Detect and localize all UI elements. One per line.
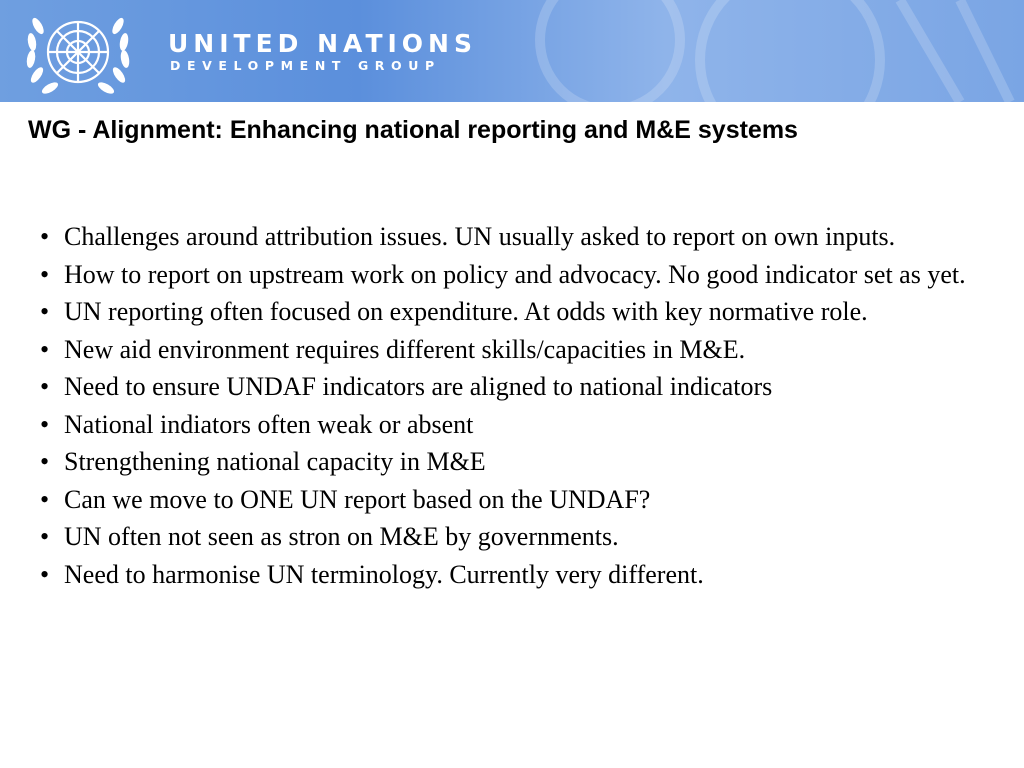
bullet-item	[40, 518, 1000, 556]
un-emblem-icon	[18, 6, 138, 98]
bullet-text: UN often not seen as stron on M&E by governments.	[64, 522, 619, 551]
bullet-text: National indiators often weak or absent	[64, 409, 474, 439]
bullet-item	[40, 556, 1000, 594]
bullet-icon: •	[40, 222, 50, 251]
bullet-icon: •	[40, 484, 50, 514]
bullet-icon: •	[40, 372, 50, 401]
brand-subtitle: DEVELOPMENT GROUP	[170, 58, 441, 73]
bullet-icon: •	[40, 259, 50, 289]
bullet-item	[40, 293, 1000, 331]
bullet-item	[40, 256, 1000, 294]
bullet-item	[40, 331, 1000, 369]
bullet-icon: •	[40, 559, 50, 589]
header-banner	[0, 0, 1024, 102]
bullet-item	[40, 481, 1000, 519]
bullet-item	[40, 406, 1000, 444]
bullet-item	[40, 368, 1000, 406]
bullet-text: How to report on upstream work on policy and advocacy. No good indicator set as yet.	[64, 259, 966, 289]
bullet-text: Can we move to ONE UN report based on the UNDAF?	[64, 484, 651, 514]
brand-wordmark	[168, 30, 477, 74]
bullet-icon: •	[40, 522, 50, 551]
banner-decoration	[0, 0, 1024, 102]
bullet-item	[40, 443, 1000, 481]
bullet-text: New aid environment requires different skills/capacities in M&E.	[64, 334, 746, 364]
bullet-icon: •	[40, 447, 50, 476]
bullet-item	[40, 218, 1000, 256]
slide-title: WG - Alignment: Enhancing national reporting and M&E systems	[28, 116, 798, 144]
bullet-icon: •	[40, 409, 50, 439]
bullet-text: Strengthening national capacity in M&E	[64, 447, 486, 476]
brand-title: UNITED NATIONS	[168, 29, 477, 58]
bullet-list	[40, 218, 1000, 593]
bullet-icon: •	[40, 334, 50, 364]
bullet-text: UN reporting often focused on expenditure. At odds with key normative role.	[64, 297, 868, 326]
bullet-text: Challenges around attribution issues. UN usually asked to report on own inputs.	[64, 222, 896, 251]
bullet-icon: •	[40, 297, 50, 326]
bullet-text: Need to ensure UNDAF indicators are aligned to national indicators	[64, 372, 773, 401]
bullet-text: Need to harmonise UN terminology. Currently very different.	[64, 559, 704, 589]
